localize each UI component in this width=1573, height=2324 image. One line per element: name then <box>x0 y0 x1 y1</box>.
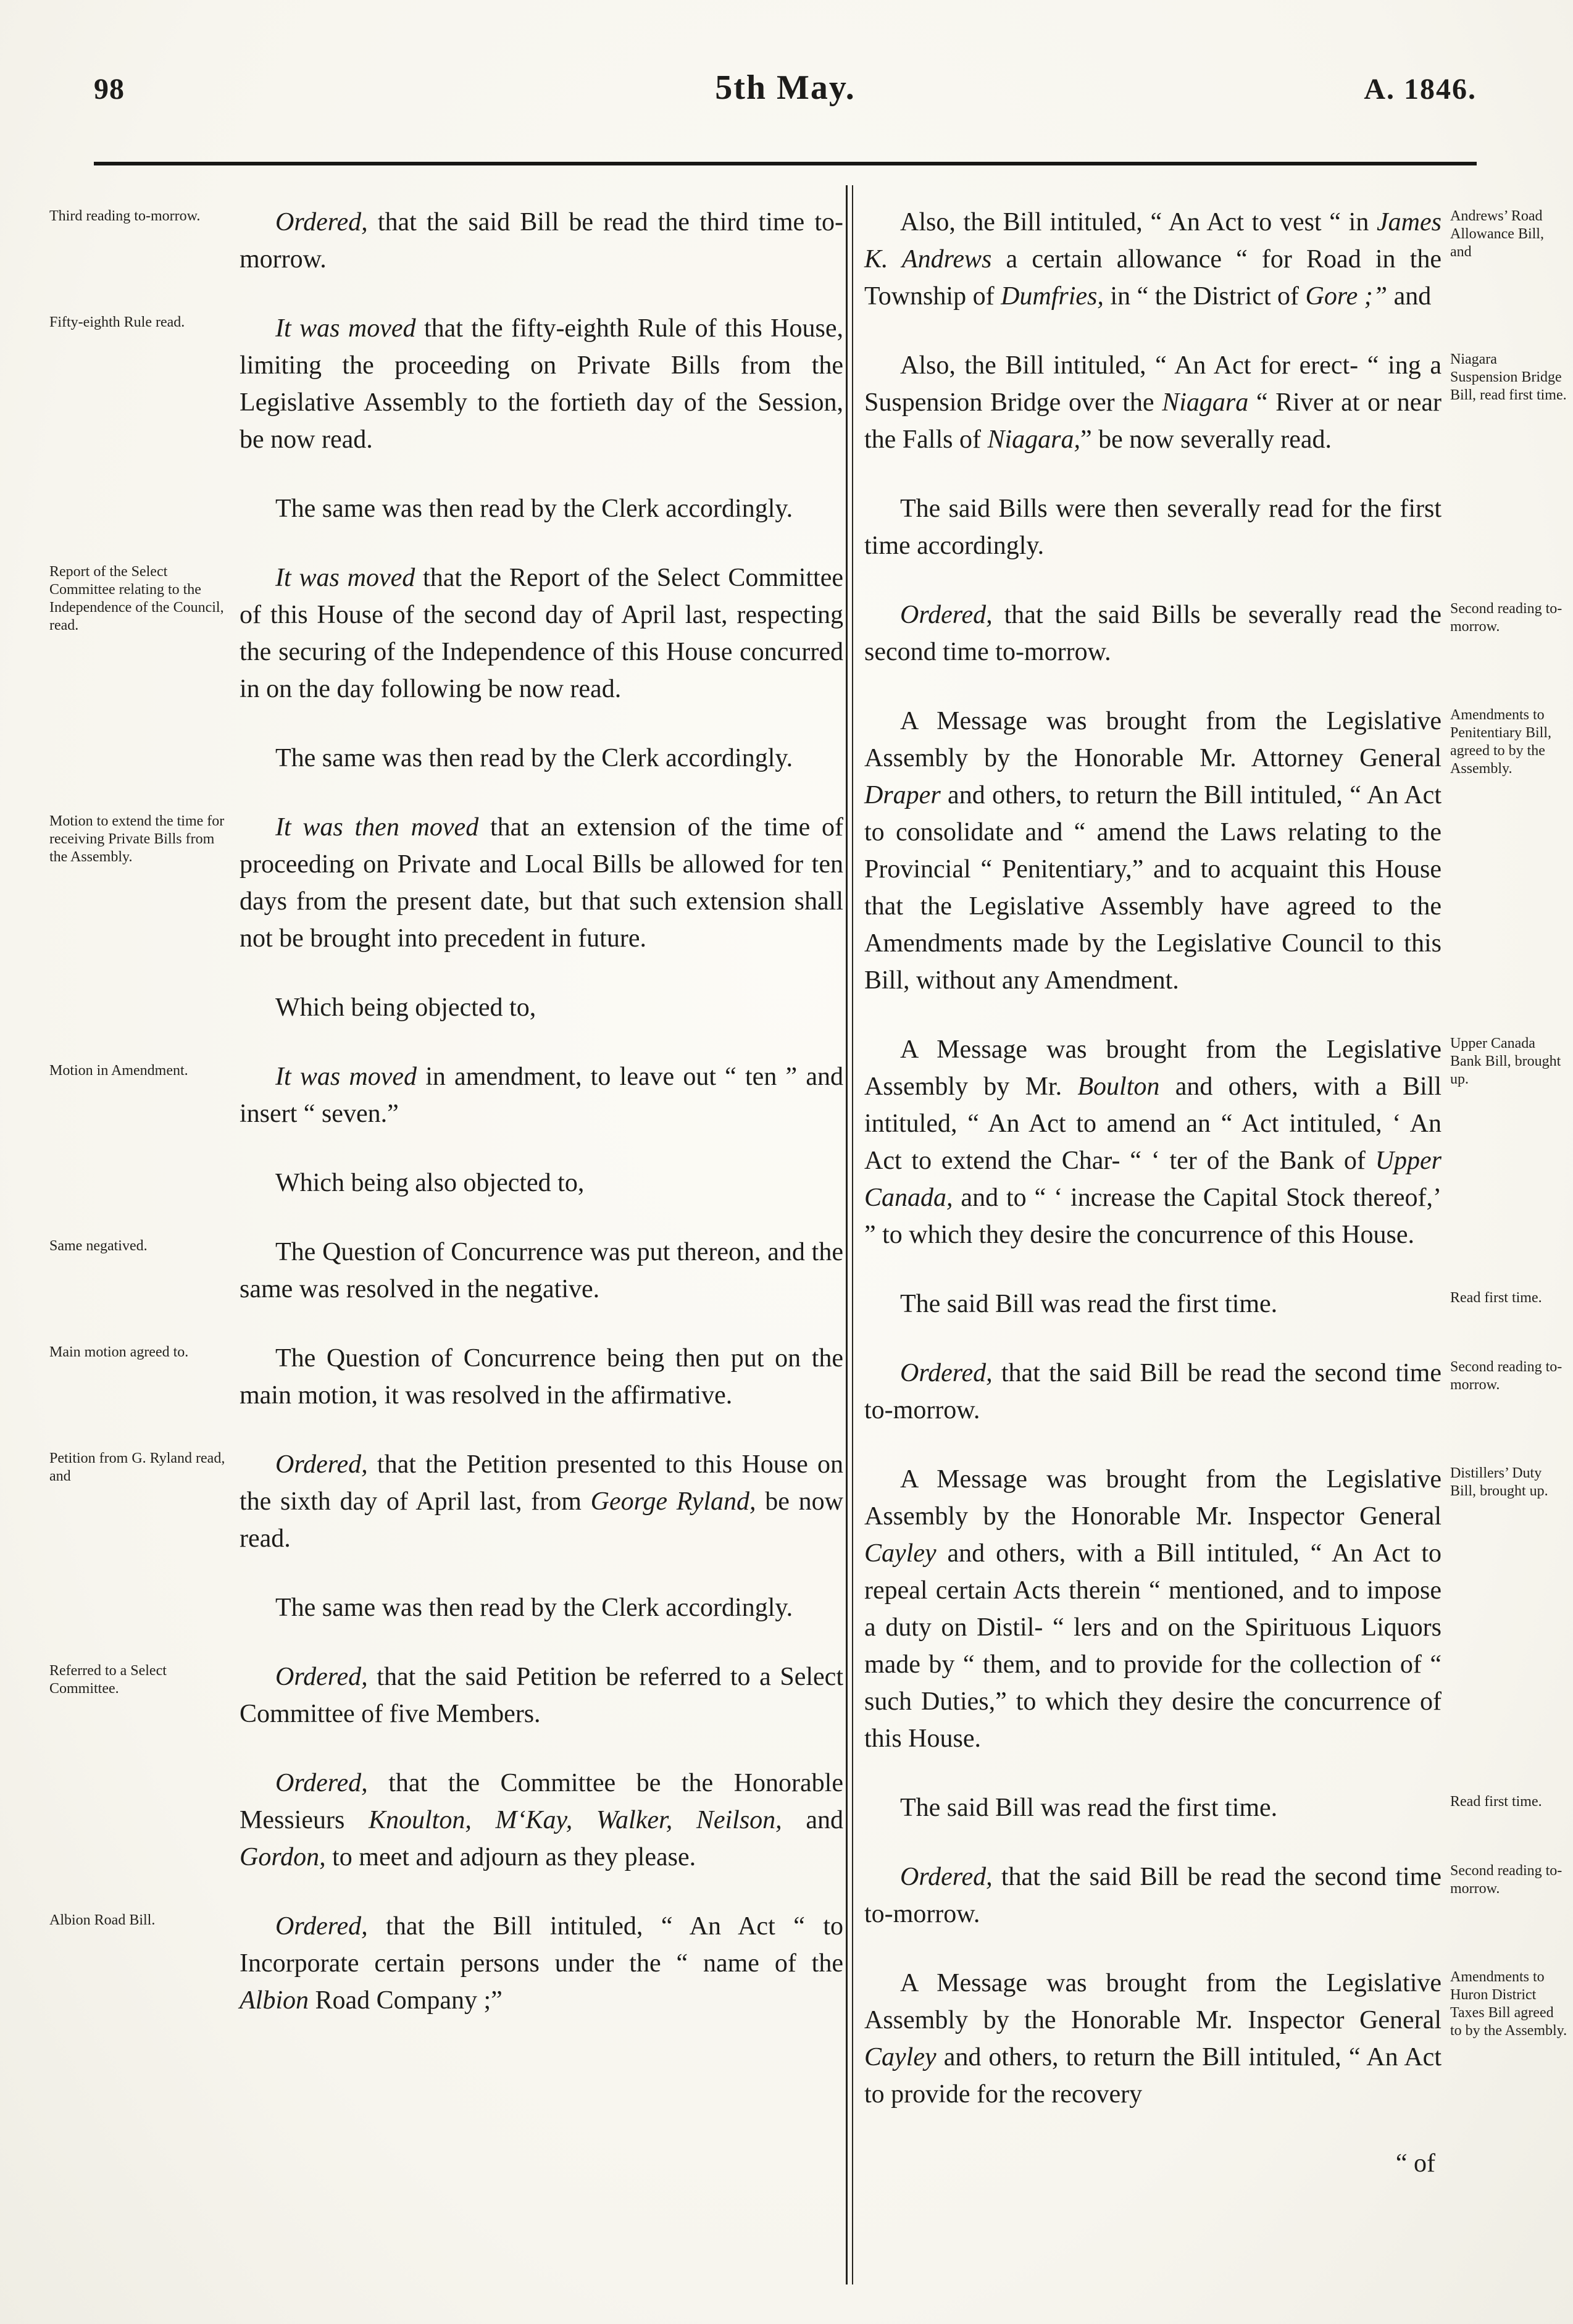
paragraph <box>240 310 843 458</box>
italic-text: Dumfries, <box>1001 282 1104 311</box>
body-text: The said Bill was read the first time. <box>900 1794 1278 1822</box>
margin-note: Main motion agreed to. <box>49 1344 189 1360</box>
body-text: in “ the District of <box>1103 282 1306 311</box>
italic-text: Knoulton, M‘Kay, Walker, Neilson, <box>368 1806 782 1834</box>
journal-entry <box>864 1285 1568 1323</box>
body-text: be now read. <box>240 1487 843 1553</box>
body-text: that the Committee be the Honorable Messieurs <box>240 1769 843 1834</box>
margin-note: Motion in Amendment. <box>49 1063 188 1079</box>
paragraph <box>240 1234 843 1308</box>
body-text: A Message was brought from the Legislative Assembly by the Honorable Mr. Attorney General <box>864 707 1442 772</box>
left-column <box>49 204 843 2051</box>
body-text: “ River at or near the Falls of <box>864 388 1442 454</box>
margin-note: Report of the Select Committee relating to the Independence of the Council, read. <box>49 564 224 633</box>
italic-text: It was moved <box>275 314 416 343</box>
paragraph <box>240 1658 843 1733</box>
italic-text: George Ryland, <box>590 1487 756 1516</box>
paragraph <box>864 2145 1442 2182</box>
journal-entry <box>49 809 843 957</box>
italic-text: James K. Andrews <box>864 208 1442 274</box>
margin-note: Fifty-eighth Rule read. <box>49 314 185 330</box>
paragraph <box>864 490 1442 564</box>
paragraph <box>864 1789 1442 1826</box>
journal-entry <box>49 1164 843 1202</box>
body-text: in amendment, to leave out “ ten ” and insert “ seven.” <box>240 1063 843 1128</box>
body-text: that the said Bills be severally read the second time to-morrow. <box>864 601 1442 666</box>
body-text: Also, the Bill intituled, “ An Act for erect- “ ing a Suspension Bridge over the <box>864 351 1442 417</box>
body-text: The same was then read by the Clerk accordingly. <box>275 495 793 523</box>
body-text: and others, to return the Bill intituled, “ An Act to consolidate and “ amend the Laws relating to the Provincial “ Penitentiary,” and to acquaint this House that the Legislative Assembly have agreed to the Amendments made by the Legislative Council to this Bill, without any Amendment. <box>864 781 1442 995</box>
journal-entry <box>864 596 1568 671</box>
margin-note <box>49 1765 240 1876</box>
margin-note: Andrews’ Road Allowance Bill, and <box>1450 208 1544 260</box>
italic-text: Ordered, <box>275 1663 368 1691</box>
journal-entry <box>49 740 843 777</box>
italic-text: Cayley <box>864 1539 937 1568</box>
italic-text: Albion <box>240 1986 309 2015</box>
margin-note <box>49 740 240 777</box>
italic-text: Niagara <box>1162 388 1249 417</box>
body-text: “ of <box>1395 2149 1435 2178</box>
body-text: that the said Petition be referred to a Select Committee of five Members. <box>240 1663 843 1728</box>
italic-text: Ordered, <box>900 601 993 629</box>
body-text: The Question of Concurrence being then put on the main motion, it was resolved in the affirmative. <box>240 1344 843 1410</box>
body-text: and others, to return the Bill intituled, “ An Act to provide for the recovery <box>864 2043 1442 2109</box>
journal-entry <box>864 204 1568 315</box>
paragraph <box>240 1340 843 1414</box>
journal-entry <box>864 1461 1568 1757</box>
paragraph <box>240 740 843 777</box>
italic-text: It was then moved <box>275 813 479 842</box>
margin-note: Albion Road Bill. <box>49 1912 156 1928</box>
journal-entry <box>49 1058 843 1132</box>
body-text: and to “ ‘ increase the Capital Stock thereof,’ ” to which they desire the concurrence of this House. <box>864 1184 1442 1249</box>
body-text: A Message was brought from the Legislative Assembly by the Honorable Mr. Inspector General <box>864 1465 1442 1531</box>
italic-text: Ordered, <box>275 1450 368 1479</box>
page-date-heading: 5th May. <box>715 69 856 107</box>
body-text: The same was then read by the Clerk accordingly. <box>275 1594 793 1622</box>
italic-text: Niagara, <box>987 425 1081 454</box>
body-text: A Message was brought from the Legislative Assembly by Mr. <box>864 1035 1442 1101</box>
paragraph <box>864 1355 1442 1429</box>
paragraph <box>864 1031 1442 1253</box>
page-year-heading: A. 1846. <box>1364 73 1477 106</box>
italic-text: Ordered, <box>900 1863 993 1891</box>
italic-text: Ordered, <box>275 1769 368 1797</box>
paragraph <box>240 1446 843 1557</box>
journal-entry <box>49 1446 843 1557</box>
journal-entry <box>49 1340 843 1414</box>
journal-entry <box>864 703 1568 999</box>
header-rule <box>94 162 1477 165</box>
page-number: 98 <box>94 73 125 106</box>
paragraph <box>864 703 1442 999</box>
italic-text: It was moved <box>275 564 415 592</box>
journal-entry <box>864 347 1568 458</box>
body-text: Road Company ;” <box>309 1986 503 2015</box>
body-text: that an extension of the time of proceeding on Private and Local Bills be allowed for ten days from the present date, but that such extension shall not be brought into precedent in future. <box>240 813 843 953</box>
paragraph <box>240 1589 843 1626</box>
body-text: and <box>1387 282 1432 311</box>
margin-note: Second reading to-morrow. <box>1450 1863 1563 1897</box>
body-text: a certain allowance “ for Road in the Township of <box>864 245 1442 311</box>
journal-entry <box>49 490 843 527</box>
italic-text: Draper <box>864 781 941 809</box>
body-text: ” be now severally read. <box>1080 425 1332 454</box>
journal-entry <box>864 1858 1568 1933</box>
margin-note <box>49 1164 240 1202</box>
italic-text: Ordered, <box>275 1912 368 1941</box>
body-text: The said Bills were then severally read for the first time accordingly. <box>864 495 1442 560</box>
margin-note: Amendments to Huron District Taxes Bill agreed to by the Assembly. <box>1450 1969 1567 2039</box>
margin-note: Amendments to Penitentiary Bill, agreed to by the Assembly. <box>1450 707 1551 777</box>
paragraph <box>240 559 843 708</box>
paragraph <box>864 1461 1442 1757</box>
body-text: and others, with a Bill intituled, “ An Act to repeal certain Acts therein “ mentioned, and to impose a duty on Distil- “ lers and on the Spirituous Liquors made by “ them, and to provide for the collection of “ such Duties,” to which they desire the concurrence of this House. <box>864 1539 1442 1753</box>
paragraph <box>240 1058 843 1132</box>
margin-note: Petition from G. Ryland read, and <box>49 1450 225 1484</box>
journal-entry <box>864 1789 1568 1826</box>
margin-note: Upper Canada Bank Bill, brought up. <box>1450 1035 1561 1087</box>
column-divider-rule <box>846 185 853 2284</box>
body-text: A Message was brought from the Legislative Assembly by the Honorable Mr. Inspector General <box>864 1969 1442 2034</box>
margin-note: Distillers’ Duty Bill, brought up. <box>1450 1465 1548 1499</box>
paragraph <box>240 490 843 527</box>
page-header <box>94 68 1477 107</box>
body-text: Which being also objected to, <box>275 1169 585 1197</box>
body-text: that the Bill intituled, “ An Act “ to Incorporate certain persons under the “ name of the <box>240 1912 843 1978</box>
body-text: that the Petition presented to this House on the sixth day of April last, from <box>240 1450 843 1516</box>
body-text: and others, with a Bill intituled, “ An Act to amend an “ Act intituled, ‘ An Act to extend the Char- “ ‘ ter of the Bank of <box>864 1072 1442 1175</box>
margin-note: Second reading to-morrow. <box>1450 601 1563 635</box>
margin-note: Read first time. <box>1450 1290 1542 1306</box>
journal-entry <box>49 1658 843 1733</box>
journal-entry <box>49 1589 843 1626</box>
journal-entry <box>49 310 843 458</box>
body-text: that the said Bill be read the third time to-morrow. <box>240 208 843 274</box>
margin-note <box>49 1589 240 1626</box>
journal-entry <box>49 1234 843 1308</box>
body-text: and <box>782 1806 843 1834</box>
paragraph <box>240 1765 843 1876</box>
journal-entry <box>49 1765 843 1876</box>
body-text: that the said Bill be read the second time to-morrow. <box>864 1359 1442 1424</box>
paragraph <box>864 204 1442 315</box>
margin-note <box>1442 2145 1568 2182</box>
italic-text: Boulton <box>1077 1072 1160 1101</box>
body-text: Also, the Bill intituled, “ An Act to vest “ in <box>900 208 1377 236</box>
paragraph <box>240 1908 843 2019</box>
paragraph <box>240 809 843 957</box>
journal-entry <box>864 1355 1568 1429</box>
italic-text: Upper Canada, <box>864 1147 1442 1212</box>
journal-entry <box>864 2145 1568 2182</box>
journal-entry <box>864 490 1568 564</box>
body-text: Which being objected to, <box>275 993 536 1022</box>
body-text: The said Bill was read the first time. <box>900 1290 1278 1318</box>
italic-text: Ordered, <box>900 1359 993 1387</box>
margin-note <box>49 490 240 527</box>
paragraph <box>240 1164 843 1202</box>
margin-note: Motion to extend the time for receiving Private Bills from the Assembly. <box>49 813 225 865</box>
italic-text: It was moved <box>275 1063 417 1091</box>
journal-entry <box>49 559 843 708</box>
italic-text: Ordered, <box>275 208 368 236</box>
right-column <box>864 204 1568 2214</box>
paragraph <box>864 347 1442 458</box>
body-text: to meet and adjourn as they please. <box>325 1843 696 1871</box>
body-text: that the fifty-eighth Rule of this House, limiting the proceeding on Private Bills from the Legislative Assembly to the fortieth day of the Session, be now read. <box>240 314 843 454</box>
italic-text: Cayley <box>864 2043 937 2071</box>
margin-note: Read first time. <box>1450 1794 1542 1810</box>
margin-note: Referred to a Select Committee. <box>49 1663 167 1697</box>
journal-entry <box>864 1031 1568 1253</box>
italic-text: Gordon, <box>240 1843 326 1871</box>
margin-note <box>49 989 240 1026</box>
paragraph <box>864 596 1442 671</box>
margin-note: Third reading to-morrow. <box>49 208 201 224</box>
paragraph <box>864 1965 1442 2113</box>
margin-note: Same negatived. <box>49 1238 148 1254</box>
journal-entry <box>49 1908 843 2019</box>
margin-note <box>1442 490 1568 564</box>
margin-note: Niagara Suspension Bridge Bill, read first time. <box>1450 351 1567 403</box>
body-text: The same was then read by the Clerk accordingly. <box>275 744 793 772</box>
body-text: The Question of Concurrence was put thereon, and the same was resolved in the negative. <box>240 1238 843 1303</box>
journal-entry <box>49 204 843 278</box>
italic-text: Gore ;” <box>1305 282 1388 311</box>
body-text: that the Report of the Select Committee of this House of the second day of April last, respecting the securing of the Independence of this House concurred in on the day following be now read. <box>240 564 843 703</box>
margin-note: Second reading to-morrow. <box>1450 1359 1563 1393</box>
paragraph <box>864 1858 1442 1933</box>
paragraph <box>240 204 843 278</box>
paragraph <box>240 989 843 1026</box>
journal-entry <box>49 989 843 1026</box>
body-text: that the said Bill be read the second time to-morrow. <box>864 1863 1442 1928</box>
paragraph <box>864 1285 1442 1323</box>
journal-entry <box>864 1965 1568 2113</box>
